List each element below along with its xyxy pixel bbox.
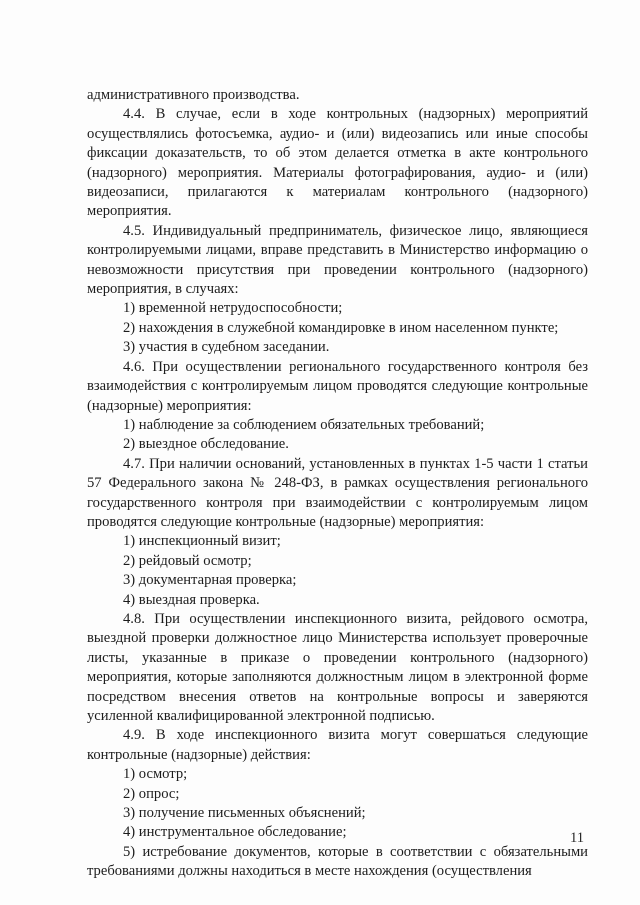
list-item-4-5-1: 1) временной нетрудоспособности; bbox=[123, 300, 343, 317]
list-item-4-6-1: 1) наблюдение за соблюдением обязательных требований; bbox=[123, 416, 485, 433]
list-item-4-5-2: 2) нахождения в служебной командировке в ином населенном пункте; bbox=[123, 319, 559, 336]
list-item-4-9-4: 4) инструментальное обследование; bbox=[123, 824, 347, 841]
document-body bbox=[87, 86, 588, 882]
list-item-4-7-1: 1) инспекционный визит; bbox=[123, 533, 281, 550]
list-item-4-5-3: 3) участия в судебном заседании. bbox=[123, 339, 330, 356]
list-item-4-9-3: 3) получение письменных объяснений; bbox=[123, 805, 366, 822]
list-item-4-9-2: 2) опрос; bbox=[123, 785, 180, 802]
list-item-4-6-2: 2) выездное обследование. bbox=[123, 436, 289, 453]
list-item-4-7-4: 4) выездная проверка. bbox=[123, 591, 260, 608]
paragraph-line-admin-proceedings: административного производства. bbox=[87, 87, 300, 103]
paragraph-4-6: 4.6. При осуществлении регионального государственного контроля без взаимодействия с контролируемым лицом проводятся следующие контрольные (надзорные) мероприятия: bbox=[87, 358, 588, 414]
list-item-4-7-2: 2) рейдовый осмотр; bbox=[123, 552, 252, 569]
page-number: 11 bbox=[569, 830, 584, 846]
paragraph-4-9: 4.9. В ходе инспекционного визита могут совершаться следующие контрольные (надзорные) действия: bbox=[87, 727, 588, 763]
list-item-4-9-1: 1) осмотр; bbox=[123, 766, 188, 783]
paragraph-4-7: 4.7. При наличии оснований, установленных в пунктах 1-5 части 1 статьи 57 Федерального закона № 248-ФЗ, в рамках осуществления регионального государственного контроля при взаимодействии с контролируемым лицом проводятся следующие контрольные (надзорные) мероприятия: bbox=[87, 455, 588, 530]
paragraph-4-8: 4.8. При осуществлении инспекционного визита, рейдового осмотра, выездной проверки должностное лицо Министерства использует проверочные листы, указанные в приказе о проведении контрольного (надзорного) мероприятия, которые заполняются должностным лицом в электронной форме посредством внесения ответов на контрольные вопросы и заверяются усиленной квалифицированной электронной подписью. bbox=[87, 610, 588, 724]
list-item-4-7-3: 3) документарная проверка; bbox=[123, 572, 297, 589]
list-item-4-9-5: 5) истребование документов, которые в соответствии с обязательными требованиями должны находиться в месте нахождения (осуществления bbox=[87, 843, 588, 880]
paragraph-4-5: 4.5. Индивидуальный предприниматель, физическое лицо, являющиеся контролируемыми лицами, вправе представить в Министерство информацию о невозможности присутствия при проведении контрольного (надзорного) мероприятия, в случаях: bbox=[87, 222, 588, 298]
paragraph-4-4: 4.4. В случае, если в ходе контрольных (надзорных) мероприятий осуществлялись фотосъемка, аудио- и (или) видеозапись или иные способы фиксации доказательств, то об этом делается отметка в акте контрольного (надзорного) мероприятия. Материалы фотографирования, аудио- и (или) видеозаписи, прилагаются к материалам контрольного (надзорного) мероприятия. bbox=[87, 106, 588, 220]
